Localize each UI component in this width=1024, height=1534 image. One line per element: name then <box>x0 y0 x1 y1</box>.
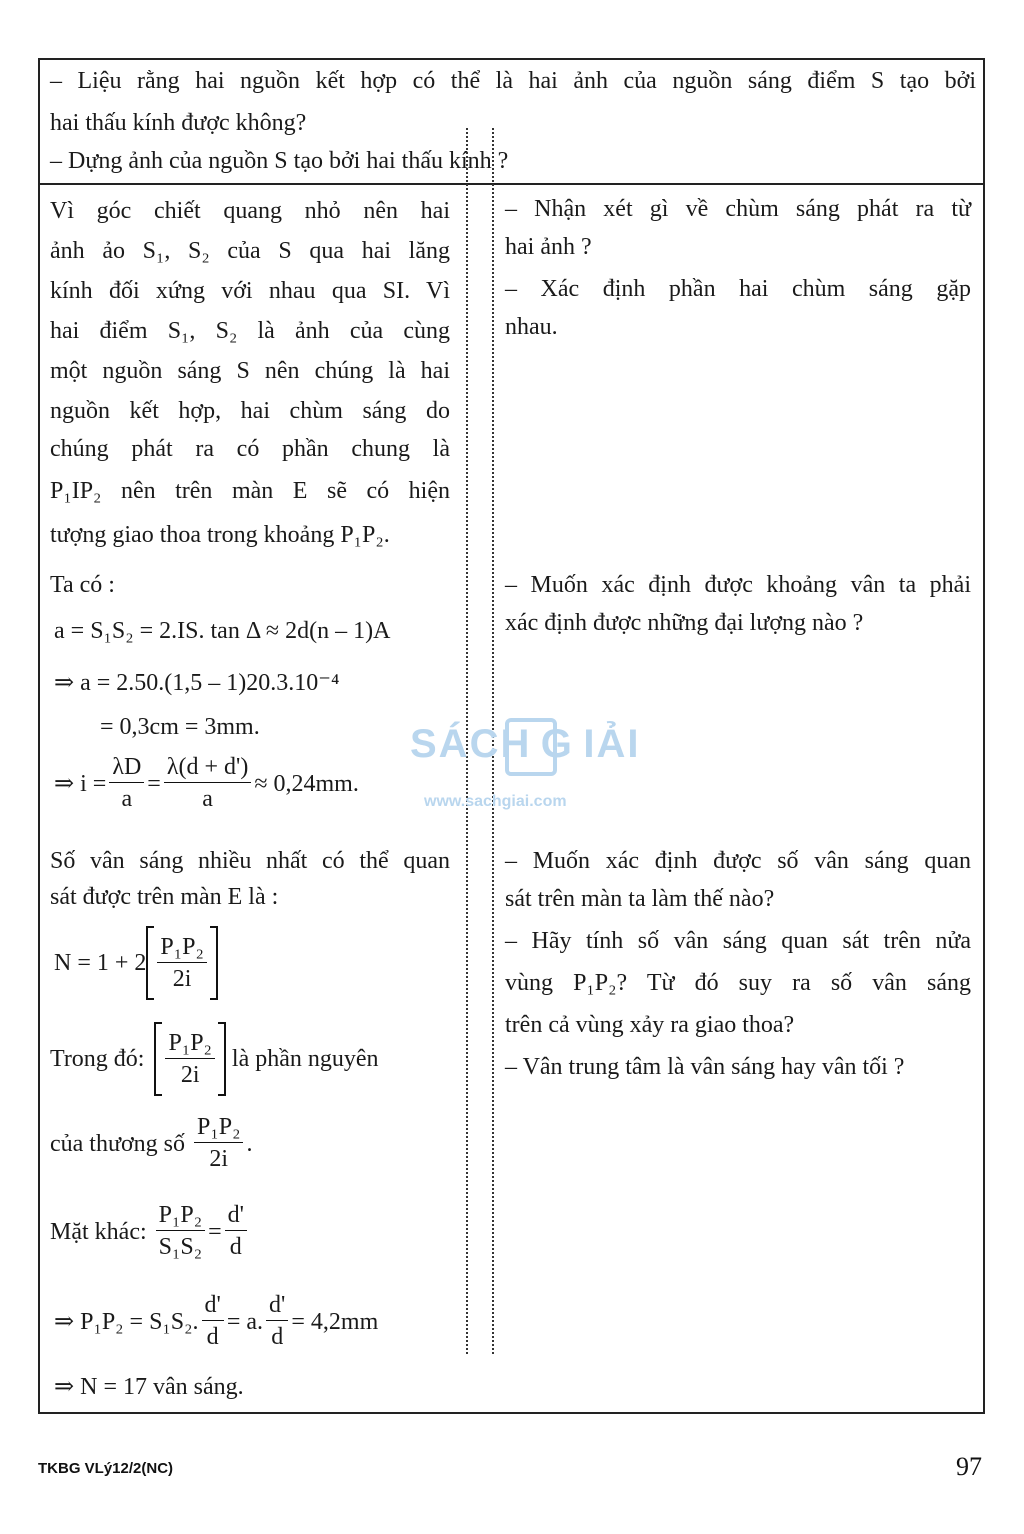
equation-a-result: = 0,3cm = 3mm. <box>100 714 260 740</box>
right-question-line: sát trên màn ta làm thế nào? <box>505 886 775 912</box>
phan-nguyen-text: là phần nguyên <box>231 1046 379 1072</box>
equation-a: a = S₁S₂ = 2.IS. tan Δ ≈ 2d(n – 1)A <box>54 618 391 644</box>
left-p2-line: Số vân sáng nhiều nhất có thể quan <box>50 848 450 874</box>
ta-co-label: Ta có : <box>50 572 115 598</box>
left-p1-line: tượng giao thoa trong khoảng P₁P₂. <box>50 522 390 548</box>
equation-a-value: ⇒ a = 2.50.(1,5 – 1)20.3.10⁻⁴ <box>54 670 340 696</box>
floor-bracket <box>154 1022 225 1096</box>
fraction <box>157 932 206 995</box>
fraction <box>109 752 144 815</box>
equation-N <box>54 926 218 1000</box>
right-question-line: trên cả vùng xảy ra giao thoa? <box>505 1012 795 1038</box>
fraction-denominator: d <box>229 1234 242 1260</box>
left-p1-line: P₁IP₂ nên trên màn E sẽ có hiện <box>50 478 450 504</box>
fraction-denominator: a <box>202 786 213 812</box>
fraction-denominator: a <box>121 786 133 812</box>
left-p1-line: kính đối xứng với nhau qua SI. Vì <box>50 278 450 304</box>
page-number: 97 <box>956 1452 982 1481</box>
left-p1-line: nguồn kết hợp, hai chùm sáng do <box>50 398 450 424</box>
right-question-line: hai ảnh ? <box>505 234 592 260</box>
watermark-logo-frame <box>505 718 557 776</box>
fraction <box>202 1290 224 1353</box>
fraction-denominator: d <box>271 1324 284 1350</box>
right-question-line: vùng P₁P₂? Từ đó suy ra số vân sáng <box>505 970 971 996</box>
header-line-3: – Dựng ảnh của nguồn S tạo bởi hai thấu kính ? <box>50 148 509 174</box>
fraction <box>225 1200 247 1263</box>
right-question-line: – Xác định phần hai chùm sáng gặp <box>505 276 971 302</box>
fraction-denominator: 2i <box>180 1061 200 1088</box>
fraction-numerator: λD <box>109 752 144 783</box>
equation-i: ⇒ i = $\frac{\lambda D}{a}$ = $\frac{\lambda(d + d')}{a}$ ≈ 0,24mm. <box>54 752 359 815</box>
header-question-cell <box>40 60 983 185</box>
mat-khac-label: Mặt khác: <box>50 1218 147 1245</box>
fraction <box>164 752 251 815</box>
right-question-line: – Hãy tính số vân sáng quan sát trên nửa <box>505 928 971 954</box>
book-code: TKBG VLý12/2(NC) <box>38 1460 174 1477</box>
header-line-2: hai thấu kính được không? <box>50 110 307 136</box>
fraction-numerator: P₁P₂ <box>165 1028 214 1059</box>
fraction <box>266 1290 288 1353</box>
eq5-part-c: = 4,2mm <box>291 1308 379 1335</box>
fraction-numerator: λ(d + d') <box>164 752 251 783</box>
fraction <box>194 1112 243 1175</box>
fraction <box>165 1028 214 1091</box>
eq-i-prefix: ⇒ i = <box>54 770 107 797</box>
right-question-line: – Muốn xác định được số vân sáng quan <box>505 848 971 874</box>
left-p1-line: chúng phát ra có phần chung là <box>50 436 450 462</box>
eq5-part-b: = a. <box>226 1308 264 1335</box>
left-p1-line: ảnh ảo S₁, S₂ của S qua hai lăng <box>50 238 450 264</box>
left-p2-line: sát được trên màn E là : <box>50 884 279 910</box>
fraction-numerator: P₁P₂ <box>194 1112 243 1143</box>
eq-N-prefix: N = 1 + 2 <box>54 950 147 976</box>
watermark-brand: SÁCH G IẢI <box>410 722 641 766</box>
trong-do-line <box>50 1022 379 1096</box>
right-question-line: xác định được những đại lượng nào ? <box>505 610 864 636</box>
right-question-line: – Muốn xác định được khoảng vân ta phải <box>505 572 971 598</box>
mat-khac-line: Mặt khác: $\frac{\text{P₁P₂}}{\text{S₁S₂}}$ = $\frac{d'}{d}$ <box>50 1200 250 1263</box>
fraction-numerator: P₁P₂ <box>156 1200 205 1231</box>
fraction-denominator: 2i <box>209 1146 229 1172</box>
cua-thuong-text: của thương số <box>50 1130 186 1157</box>
equation-N-result: ⇒ N = 17 vân sáng. <box>54 1374 244 1400</box>
floor-bracket <box>146 926 217 1000</box>
right-question-line: – Vân trung tâm là vân sáng hay vân tối ? <box>505 1054 905 1080</box>
cua-thuong-line: của thương số $\frac{\text{P₁P₂}}{2i}$ . <box>50 1112 252 1175</box>
equation-P1P2 <box>54 1290 378 1353</box>
eq5-part-a: ⇒ P₁P₂ = S₁S₂. <box>54 1308 199 1335</box>
header-line-1: – Liệu rằng hai nguồn kết hợp có thể là hai ảnh của nguồn sáng điểm S tạo bởi <box>50 68 976 94</box>
fraction-denominator: 2i <box>172 965 192 992</box>
fraction-numerator: d' <box>266 1290 288 1321</box>
right-question-line: – Nhận xét gì về chùm sáng phát ra từ <box>505 196 971 222</box>
right-question-line: nhau. <box>505 314 558 340</box>
left-p1-line: một nguồn sáng S nên chúng là hai <box>50 358 450 384</box>
watermark-url: www.sachgiai.com <box>424 793 567 810</box>
fraction-numerator: d' <box>225 1200 247 1231</box>
fraction-denominator: d <box>206 1324 219 1350</box>
fraction-numerator: P₁P₂ <box>157 932 206 963</box>
trong-do-label: Trong đó: <box>50 1046 145 1072</box>
fraction-denominator: S₁S₂ <box>158 1234 203 1260</box>
left-p1-line: hai điểm S₁, S₂ là ảnh của cùng <box>50 318 450 344</box>
eq-i-suffix: ≈ 0,24mm. <box>254 770 359 797</box>
left-p1-line: Vì góc chiết quang nhỏ nên hai <box>50 198 450 224</box>
fraction-numerator: d' <box>202 1290 224 1321</box>
fraction <box>156 1200 205 1263</box>
